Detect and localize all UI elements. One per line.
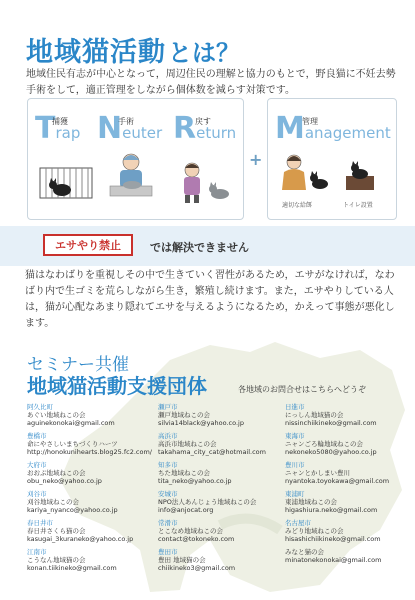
page-title bbox=[26, 30, 240, 70]
city-label: 阿久比町 bbox=[27, 403, 53, 411]
group-name: みなと猫の会 bbox=[285, 548, 324, 556]
city-label: 春日井市 bbox=[27, 519, 53, 527]
warning-body: 猫はなわばりを重視しその中で生きていく習性があるため，エサがなければ，なわばり内で生ゴミを荒らしながら生き，繁殖し続けます。また，エサやりしている人は，猫が心配なあまり隠れてエサを与えるようになるため，かえって事態が悪化します。 bbox=[25, 270, 395, 329]
cat-trap-illustration bbox=[36, 160, 96, 204]
return-cat-illustration bbox=[176, 158, 236, 204]
list-item bbox=[158, 548, 278, 572]
group-name: おおぶ地域ねこの会 bbox=[27, 469, 86, 477]
city-label: 豊川市 bbox=[285, 461, 305, 469]
group-contact: tita_neko@yahoo.co.jp bbox=[158, 477, 232, 485]
list-item bbox=[27, 548, 147, 572]
neuter-letter: N bbox=[97, 111, 123, 146]
caption-toilet: トイレ設置 bbox=[343, 202, 373, 209]
trap-letter: T bbox=[35, 111, 56, 146]
group-name: 東浦地域ねこの会 bbox=[285, 498, 337, 506]
group-contact: obu_neko@yahoo.co.jp bbox=[27, 477, 102, 485]
group-contact: silvia14black@yahoo.co.jp bbox=[158, 419, 244, 427]
group-contact: contact@tokoneko.com bbox=[158, 535, 235, 543]
intro-text: 地域住民有志が中心となって，周辺住民の理解と協力のもとで，野良猫に不妊去勢手術をして，適正管理をしながら個体数を減らす対策です。 bbox=[26, 69, 396, 96]
return-rest: eturn bbox=[196, 124, 237, 142]
no-feeding-badge: エサやり禁止 bbox=[43, 234, 133, 256]
group-column-1 bbox=[27, 403, 152, 577]
group-name: 春日井さくら猫の会 bbox=[27, 527, 86, 535]
group-contact: hisashichiikineko@gmail.com bbox=[285, 535, 381, 543]
return-jp: 戻す bbox=[195, 117, 211, 126]
city-label: 刈谷市 bbox=[27, 490, 47, 498]
title-main: 地域猫活動 bbox=[26, 37, 166, 68]
group-contact: nyantoka.toyokawa@gmail.com bbox=[285, 477, 390, 485]
city-label: 常滑市 bbox=[158, 519, 178, 527]
list-item bbox=[158, 432, 278, 456]
city-label: 大府市 bbox=[27, 461, 47, 469]
group-contact: info@anjocat.org bbox=[158, 506, 214, 514]
management-letter: M bbox=[275, 111, 305, 146]
group-name: にっしん地域猫の会 bbox=[285, 411, 344, 419]
list-item bbox=[27, 490, 147, 514]
list-item bbox=[158, 403, 278, 427]
group-contact: nekoneko5080@yahoo.co.jp bbox=[285, 448, 377, 456]
city-label: 豊田市 bbox=[158, 548, 178, 556]
management-jp: 管理 bbox=[302, 117, 318, 126]
inquiry-note: 各地域のお問合せはこちらへどうぞ bbox=[238, 385, 366, 394]
group-contact: higashiura.neko@gmail.com bbox=[285, 506, 378, 514]
group-contact: kariya_nyanco@yahoo.co.jp bbox=[27, 506, 118, 514]
management-illustration bbox=[280, 150, 390, 198]
list-item bbox=[27, 403, 147, 427]
group-contact: http://honokunihearts.blog25.fc2.com/ bbox=[27, 448, 152, 456]
group-name: 瀬戸地域ねこの会 bbox=[158, 411, 210, 419]
trap-rest: rap bbox=[55, 124, 81, 142]
neuter-jp: 手術 bbox=[118, 117, 134, 126]
trap-jp: 捕獲 bbox=[52, 117, 68, 126]
group-contact: konan.tiikineko@gmail.com bbox=[27, 564, 117, 572]
list-item bbox=[285, 490, 405, 514]
group-name: こうなん地域猫の会 bbox=[27, 556, 86, 564]
list-item bbox=[158, 461, 278, 485]
list-item bbox=[27, 432, 152, 456]
group-name: 高浜市地域ねこの会 bbox=[158, 440, 217, 448]
neuter-rest: euter bbox=[122, 124, 163, 142]
caption-feeding: 適切な給餌 bbox=[282, 202, 313, 209]
city-label: 東浦町 bbox=[285, 490, 305, 498]
group-contact: takahama_city_cat@hotmail.com bbox=[158, 448, 266, 456]
management-word bbox=[275, 111, 391, 146]
group-contact: nissinchiikineko@gmail.com bbox=[285, 419, 377, 427]
group-name: ニャンごろ輪地域ねこの会 bbox=[285, 440, 363, 448]
management-rest: anagement bbox=[304, 124, 391, 142]
city-label: 高浜市 bbox=[158, 432, 178, 440]
city-label: 東海市 bbox=[285, 432, 305, 440]
list-item bbox=[285, 432, 405, 456]
list-item bbox=[158, 490, 278, 514]
group-name: 刈谷地域ねこの会 bbox=[27, 498, 79, 506]
group-name: 豊田 地域猫の会 bbox=[158, 556, 206, 564]
group-contact: aguinekonokai@gmail.com bbox=[27, 419, 115, 427]
return-letter: R bbox=[173, 111, 197, 146]
list-item bbox=[27, 461, 147, 485]
group-name: ニャンとかしまい豊川 bbox=[285, 469, 350, 477]
support-groups-heading: 地域猫活動支援団体 bbox=[27, 374, 207, 398]
list-item bbox=[27, 519, 147, 543]
group-contact: chiikineko3@gmail.com bbox=[158, 564, 236, 572]
group-column-3 bbox=[285, 403, 405, 569]
city-label: 知多市 bbox=[158, 461, 178, 469]
city-label: 名古屋市 bbox=[285, 519, 311, 527]
city-label: 豊橋市 bbox=[27, 432, 47, 440]
list-item bbox=[285, 403, 405, 427]
group-name: 命にやさしいまちづくりハーツ bbox=[27, 440, 118, 448]
seminar-heading: セミナー共催 bbox=[27, 355, 129, 375]
vet-surgery-illustration bbox=[106, 150, 156, 204]
city-label: 江南市 bbox=[27, 548, 47, 556]
list-item bbox=[158, 519, 278, 543]
title-sub: とは？ bbox=[168, 39, 240, 67]
city-label: 瀬戸市 bbox=[158, 403, 178, 411]
group-column-2 bbox=[158, 403, 278, 577]
list-item bbox=[285, 519, 405, 543]
city-label: 日進市 bbox=[285, 403, 305, 411]
plus-sign: + bbox=[249, 150, 263, 169]
list-item bbox=[285, 461, 405, 485]
group-name: みどり地域ねこの会 bbox=[285, 527, 344, 535]
group-contact: minatonekonokai@gmail.com bbox=[285, 556, 382, 564]
city-label: 安城市 bbox=[158, 490, 178, 498]
group-name: NPO法人あんじょう地域ねこの会 bbox=[158, 498, 257, 506]
group-name: あぐい地域ねこの会 bbox=[27, 411, 86, 419]
group-name: ちた地域ねこの会 bbox=[158, 469, 210, 477]
warning-text: では解決できません bbox=[150, 241, 249, 254]
group-contact: kasugai_3kuraneko@yahoo.co.jp bbox=[27, 535, 134, 543]
list-item bbox=[285, 548, 405, 564]
group-name: とこなめ地域ねこの会 bbox=[158, 527, 223, 535]
